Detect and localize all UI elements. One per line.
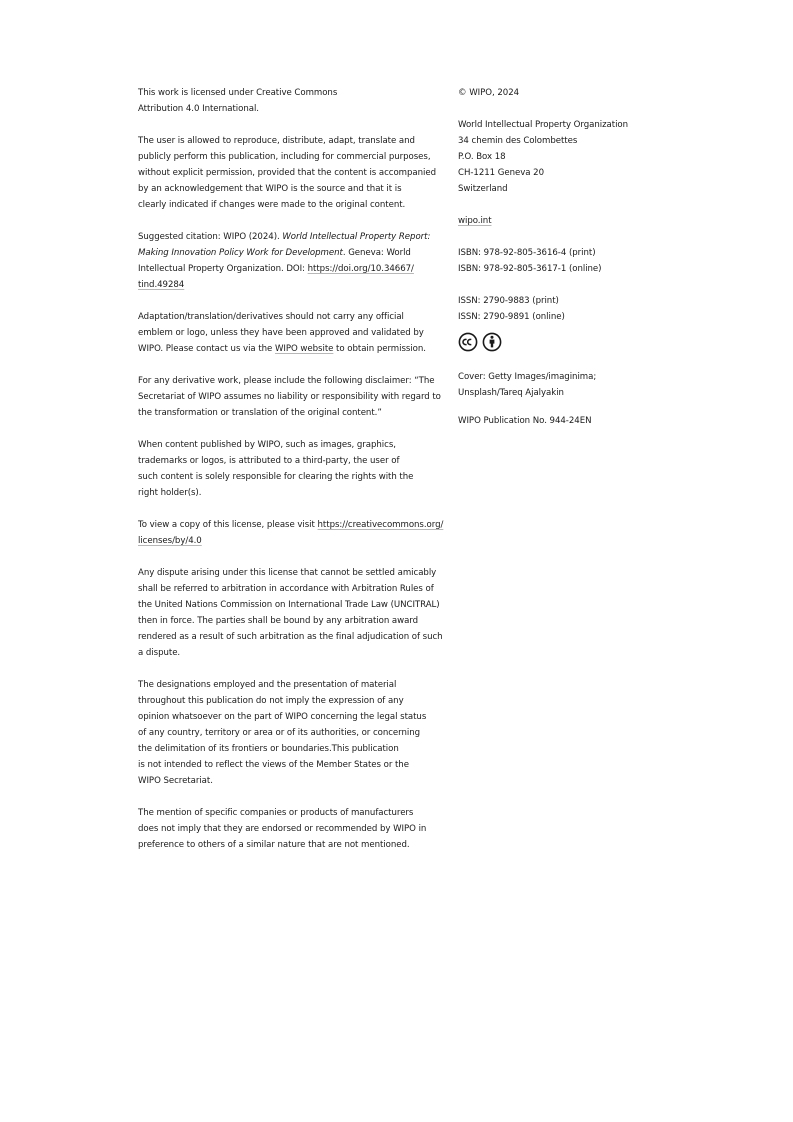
website [458, 213, 658, 229]
wipo-website-link[interactable]: WIPO website [274, 344, 334, 354]
copyright-notice: © WIPO, 2024 [458, 88, 520, 98]
view-license-paragraph: To view a copy of this license, please visit https://creativecommons.org/ licenses/by/4.0 [138, 520, 444, 546]
issn-block: ISSN: 2790-9883 (print) ISSN: 2790-9891 (online) [458, 296, 565, 322]
license-link-continued[interactable]: licenses/by/4.0 [138, 536, 202, 546]
cover-credit: Cover: Getty Images/imaginima; Unsplash/Tareq Ajalyakin [458, 372, 597, 398]
isbn-block: ISBN: 978-92-805-3616-4 (print) ISBN: 978-92-805-3617-1 (online) [458, 248, 602, 274]
wipo-int-link[interactable]: wipo.int [458, 216, 492, 226]
designations-paragraph: The designations employed and the presentation of material throughout this publication do not imply the expression of any opinion whatsoever on the part of WIPO concerning the legal status of any country, territory or area or of its authorities, or concerning the delimitation of its frontiers or boundaries.This publication is not intended to reflect the views of the Member States or the WIPO Secretariat. [138, 680, 427, 786]
organization-address: World Intellectual Property Organization 34 chemin des Colombettes P.O. Box 18 CH-1211 Geneva 20 Switzerland [458, 120, 629, 194]
report-subtitle: Making Innovation Policy Work for Development [138, 248, 343, 258]
third-party-paragraph: When content published by WIPO, such as images, graphics, trademarks or logos, is attributed to a third-party, the user of such content is solely responsible for clearing the rights with the right holder(s). [138, 440, 414, 498]
derivative-disclaimer: For any derivative work, please include the following disclaimer: “The Secretariat of WIPO assumes no liability or responsibility with regard to the transformation or translation of the original content.” [138, 376, 441, 418]
license-statement: This work is licensed under Creative Commons Attribution 4.0 International. [138, 88, 338, 114]
usage-permission-paragraph: The user is allowed to reproduce, distribute, adapt, translate and publicly perform this publication, including for commercial purposes, without explicit permission, provided that the content is accompanied by an acknowledgement that WIPO is the source and that it is clearly indicated if changes were made to the original content. [138, 136, 436, 210]
left-column [138, 85, 450, 869]
doi-link-continued[interactable]: tind.49284 [138, 280, 185, 290]
companies-paragraph: The mention of specific companies or products of manufacturers does not imply that they are endorsed or recommended by WIPO in preference to others of a similar nature that are not mentioned. [138, 808, 427, 850]
adaptation-paragraph: Adaptation/translation/derivatives should not carry any official emblem or logo, unless they have been approved and validated by WIPO. Please contact us via the WIPO website to obtain permission. [138, 312, 426, 354]
suggested-citation: Suggested citation: WIPO (2024). World Intellectual Property Report: Making Innovation Policy Work for Development. Geneva: World Intellectual Property Organization. DOI: https://doi.org/10.34667/ tind.49284 [138, 232, 431, 290]
attribution-icon[interactable] [482, 332, 502, 352]
creative-commons-icon[interactable] [458, 332, 478, 352]
publication-number: WIPO Publication No. 944-24EN [458, 416, 592, 426]
right-column [458, 85, 658, 445]
cc-license-icons [458, 331, 658, 353]
report-title: World Intellectual Property Report: [282, 232, 431, 242]
license-link[interactable]: https://creativecommons.org/ [317, 520, 444, 530]
dispute-paragraph: Any dispute arising under this license that cannot be settled amicably shall be referred to arbitration in accordance with Arbitration Rules of the United Nations Commission on International Trade Law (UNCITRAL) then in force. The parties shall be bound by any arbitration award rendered as a result of such arbitration as the final adjudication of such a dispute. [138, 568, 443, 658]
doi-link[interactable]: https://doi.org/10.34667/ [307, 264, 414, 274]
